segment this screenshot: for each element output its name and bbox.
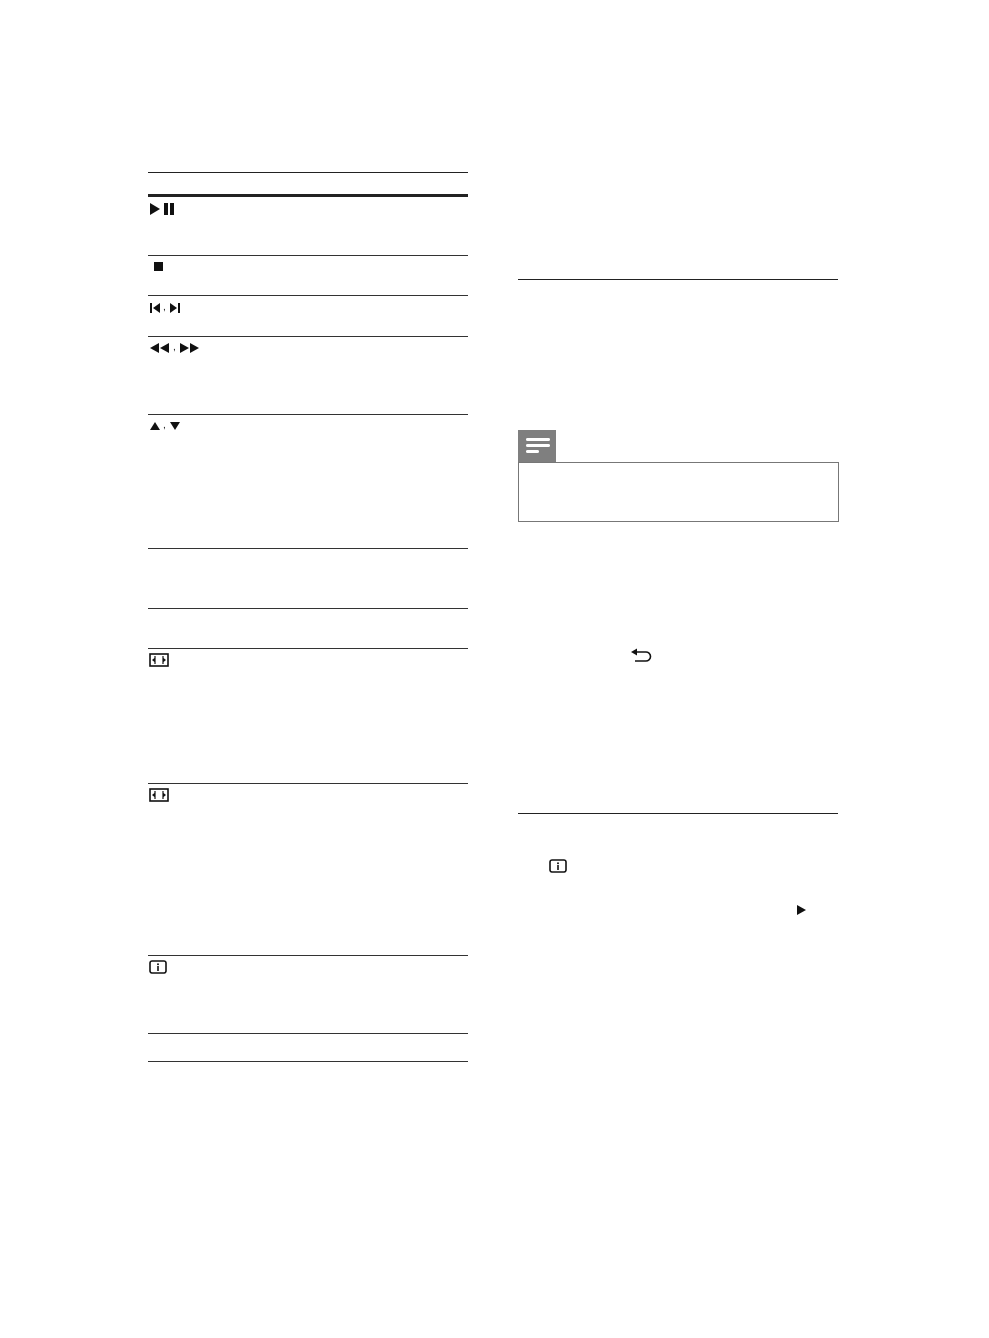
table-top-rule [148, 172, 468, 173]
row-divider [148, 255, 468, 256]
row-divider [148, 608, 468, 609]
row-divider [148, 548, 468, 549]
down-arrow-icon [169, 420, 181, 432]
note-icon [518, 430, 556, 462]
format-icon [149, 787, 169, 803]
stop-icon [149, 259, 163, 275]
play-pause-icon [149, 201, 177, 217]
row-divider [148, 783, 468, 784]
separator-comma: , [163, 302, 166, 313]
note-box [518, 462, 839, 522]
next-icon [169, 302, 181, 314]
info-icon [149, 959, 167, 975]
info-icon [549, 859, 567, 878]
rewind-icon [149, 342, 171, 354]
section-divider [518, 279, 838, 280]
separator-comma: , [163, 420, 166, 431]
previous-next-icons [149, 300, 181, 316]
up-arrow-icon [149, 420, 161, 432]
format-icon [149, 652, 169, 668]
row-divider [148, 295, 468, 296]
fast-forward-icon [179, 342, 201, 354]
play-icon [796, 903, 808, 921]
row-divider [148, 955, 468, 956]
row-divider [148, 648, 468, 649]
section-divider [518, 813, 838, 814]
previous-icon [149, 302, 161, 314]
rewind-fast-forward-icons [149, 340, 201, 356]
row-divider [148, 414, 468, 415]
row-divider [148, 336, 468, 337]
back-icon [630, 648, 652, 669]
row-divider [148, 1033, 468, 1034]
table-header-rule [148, 194, 468, 197]
up-down-arrow-icons [149, 418, 181, 434]
separator-comma: , [173, 342, 176, 353]
table-bottom-rule [148, 1061, 468, 1062]
